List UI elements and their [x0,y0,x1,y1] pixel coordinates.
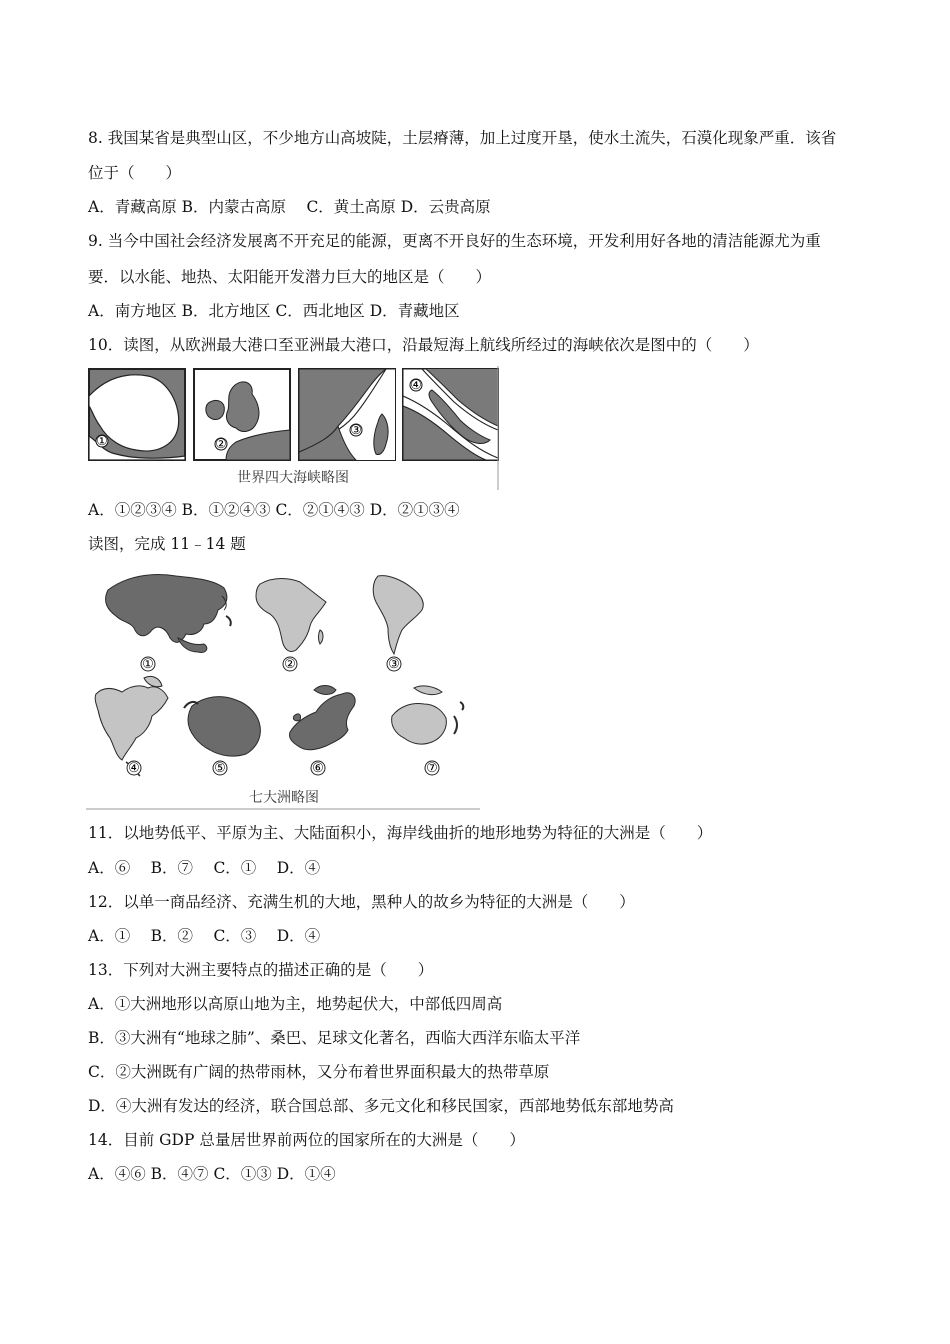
q13-option-a: A．①大洲地形以高原山地为主，地势起伏大，中部低四周高 [88,995,503,1013]
continent-7-oceania [392,686,464,776]
q14-options: A．④⑥ B．④⑦ C．①③ D．①④ [88,1165,336,1183]
continent-label-2: ② [284,657,296,672]
continent-label-4: ④ [128,761,140,776]
continent-6-europe [289,686,355,777]
continent-label-6: ⑥ [312,761,324,776]
continent-2-africa [256,579,326,673]
q13-option-c: C．②大洲既有广阔的热带雨林，又分布着世界面积最大的热带草原 [88,1063,550,1081]
continent-label-7: ⑦ [426,761,438,776]
continent-label-3: ③ [388,657,400,672]
strait-label-2: ② [215,437,227,452]
strait-map-2 [194,369,290,460]
strait-label-1: ① [96,434,108,449]
q12-stem: 12．以单一商品经济、充满生机的大地，黑种人的故乡为特征的大洲是（ ） [88,893,635,911]
continents-caption: 七大洲略图 [249,790,319,806]
q13-option-b: B．③大洲有“地球之肺”、桑巴、足球文化著名，西临大西洋东临太平洋 [88,1029,581,1047]
continents-figure [86,566,480,812]
q14-stem: 14．目前 GDP 总量居世界前两位的国家所在的大洲是（ ） [88,1131,525,1149]
q13-stem: 13．下列对大洲主要特点的描述正确的是（ ） [88,961,434,979]
continent-label-5: ⑤ [214,761,226,776]
q11-options: A．⑥ B．⑦ C．① D．④ [88,859,321,877]
q10-stem: 10．读图，从欧洲最大港口至亚洲最大港口，沿最短海上航线所经过的海峡依次是图中的（ ） [88,336,759,354]
continent-3-south-america [373,576,423,672]
continent-4-north-america [95,676,168,776]
q13-option-d: D．④大洲有发达的经济，联合国总部、多元文化和移民国家，西部地势低东部地势高 [88,1097,674,1115]
strait-label-4: ④ [410,378,422,393]
q8-stem-line2: 位于（ ） [88,164,182,182]
q11-stem: 11．以地势低平、平原为主、大陆面积小，海岸线曲折的地形地势为特征的大洲是（ ） [88,824,713,842]
straits-caption: 世界四大海峡略图 [237,470,349,486]
straits-figure [86,366,500,490]
q9-stem-line1: 9. 当今中国社会经济发展离不开充足的能源，更离不开良好的生态环境，开发利用好各地的清洁能源尤为重 [88,232,821,250]
continent-label-1: ① [142,657,154,672]
q9-stem-line2: 要．以水能、地热、太阳能开发潜力巨大的地区是（ ） [88,268,492,286]
strait-label-3: ③ [350,423,362,438]
q12-options: A．① B．② C．③ D．④ [88,927,321,945]
q9-options: A．南方地区 B．北方地区 C．西北地区 D．青藏地区 [88,302,460,320]
intro-11-14: 读图，完成 11﹣14 题 [88,535,246,553]
strait-map-3 [299,369,395,460]
strait-map-1 [89,369,185,460]
q10-options: A．①②③④ B．①②④③ C．②①④③ D．②①③④ [88,501,460,519]
q8-options: A．青藏高原 B．内蒙古高原 C．黄土高原 D．云贵高原 [88,198,491,216]
continent-5-antarctica [184,697,260,776]
strait-map-4 [403,369,498,460]
q8-stem-line1: 8. 我国某省是典型山区，不少地方山高坡陡，土层瘠薄，加上过度开垦，使水土流失，石漠化现象严重．该省 [88,129,837,147]
continent-1-asia [106,575,231,672]
